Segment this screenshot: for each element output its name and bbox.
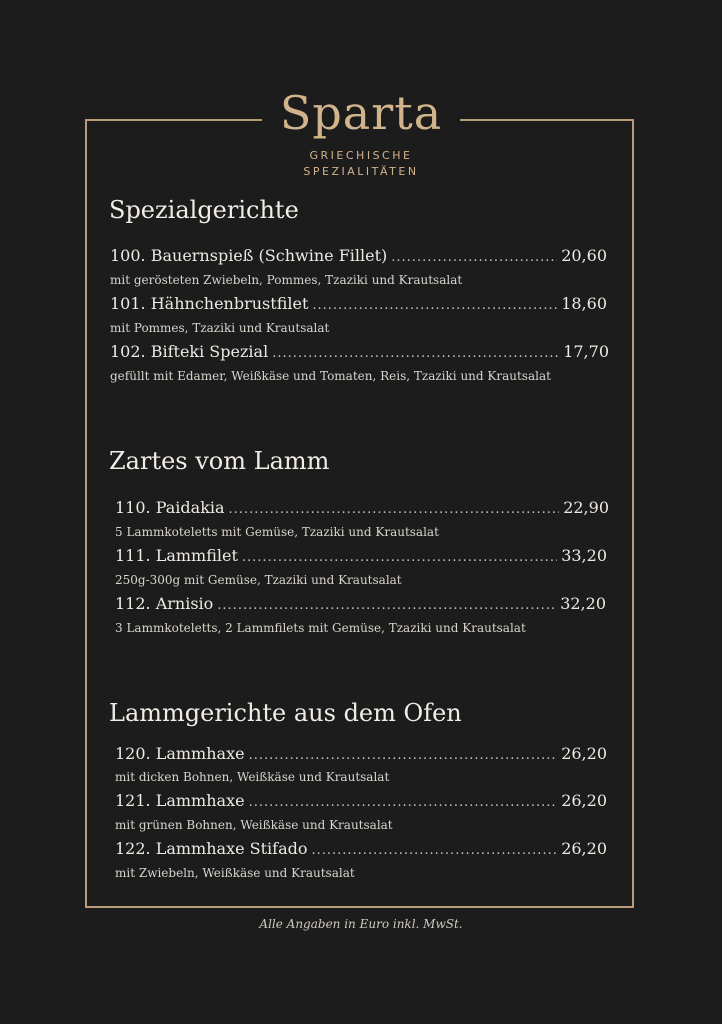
menu-item-name: 122. Lammhaxe Stifado xyxy=(115,839,308,858)
menu-item-description: 5 Lammkoteletts mit Gemüse, Tzaziki und Krautsalat xyxy=(115,525,439,539)
menu-item-description: mit gerösteten Zwiebeln, Pommes, Tzaziki und Krautsalat xyxy=(110,273,463,287)
menu-item-name: 120. Lammhaxe xyxy=(115,744,245,763)
dot-leader xyxy=(391,248,557,268)
brand-subtitle-line1: GRIECHISCHE xyxy=(309,149,413,162)
section-title-lammgerichte-aus-dem-ofen: Lammgerichte aus dem Ofen xyxy=(109,699,462,727)
menu-item xyxy=(115,594,606,614)
menu-item-name: 100. Bauernspieß (Schwine Fillet) xyxy=(110,246,388,265)
menu-item-price: 33,20 xyxy=(561,546,607,565)
dot-leader xyxy=(311,841,557,861)
section-title-zartes-vom-lamm: Zartes vom Lamm xyxy=(109,447,330,475)
menu-item-price: 26,20 xyxy=(561,744,607,763)
menu-item xyxy=(110,246,607,266)
menu-item-name: 111. Lammfilet xyxy=(115,546,238,565)
menu-item-price: 26,20 xyxy=(561,791,607,810)
brand-header xyxy=(262,84,460,194)
menu-item-price: 17,70 xyxy=(563,342,609,361)
menu-item xyxy=(115,839,607,859)
brand-subtitle-line2: SPEZIALITÄTEN xyxy=(303,165,419,178)
brand-subtitle xyxy=(262,148,460,180)
menu-item-description: mit dicken Bohnen, Weißkäse und Krautsalat xyxy=(115,770,390,784)
brand-title: Sparta xyxy=(279,86,443,140)
menu-item-name: 101. Hähnchenbrustfilet xyxy=(110,294,309,313)
menu-item-description: gefüllt mit Edamer, Weißkäse und Tomaten, Reis, Tzaziki und Krautsalat xyxy=(110,369,551,383)
dot-leader xyxy=(242,548,557,568)
menu-item-price: 18,60 xyxy=(561,294,607,313)
dot-leader xyxy=(272,344,559,364)
menu-item-price: 32,20 xyxy=(560,594,606,613)
price-footnote: Alle Angaben in Euro inkl. MwSt. xyxy=(259,917,463,931)
menu-item-name: 102. Bifteki Spezial xyxy=(110,342,269,361)
menu-item xyxy=(115,744,607,764)
menu-item-description: mit Zwiebeln, Weißkäse und Krautsalat xyxy=(115,866,355,880)
menu-item-price: 20,60 xyxy=(561,246,607,265)
menu-item xyxy=(115,498,609,518)
dot-leader xyxy=(312,296,557,316)
dot-leader xyxy=(217,596,556,616)
menu-item xyxy=(115,791,607,811)
menu-item-description: 3 Lammkoteletts, 2 Lammfilets mit Gemüse, Tzaziki und Krautsalat xyxy=(115,621,526,635)
dot-leader xyxy=(249,793,558,813)
menu-item-price: 22,90 xyxy=(563,498,609,517)
section-title-spezialgerichte: Spezialgerichte xyxy=(109,196,299,224)
menu-item-description: 250g-300g mit Gemüse, Tzaziki und Krautsalat xyxy=(115,573,402,587)
menu-item-name: 112. Arnisio xyxy=(115,594,214,613)
menu-item xyxy=(115,546,607,566)
dot-leader xyxy=(229,500,560,520)
menu-item-price: 26,20 xyxy=(561,839,607,858)
dot-leader xyxy=(249,746,558,766)
menu-item xyxy=(110,294,607,314)
menu-item-description: mit grünen Bohnen, Weißkäse und Krautsalat xyxy=(115,818,393,832)
menu-item-name: 110. Paidakia xyxy=(115,498,225,517)
menu-item-name: 121. Lammhaxe xyxy=(115,791,245,810)
menu-item xyxy=(110,342,609,362)
menu-item-description: mit Pommes, Tzaziki und Krautsalat xyxy=(110,321,330,335)
